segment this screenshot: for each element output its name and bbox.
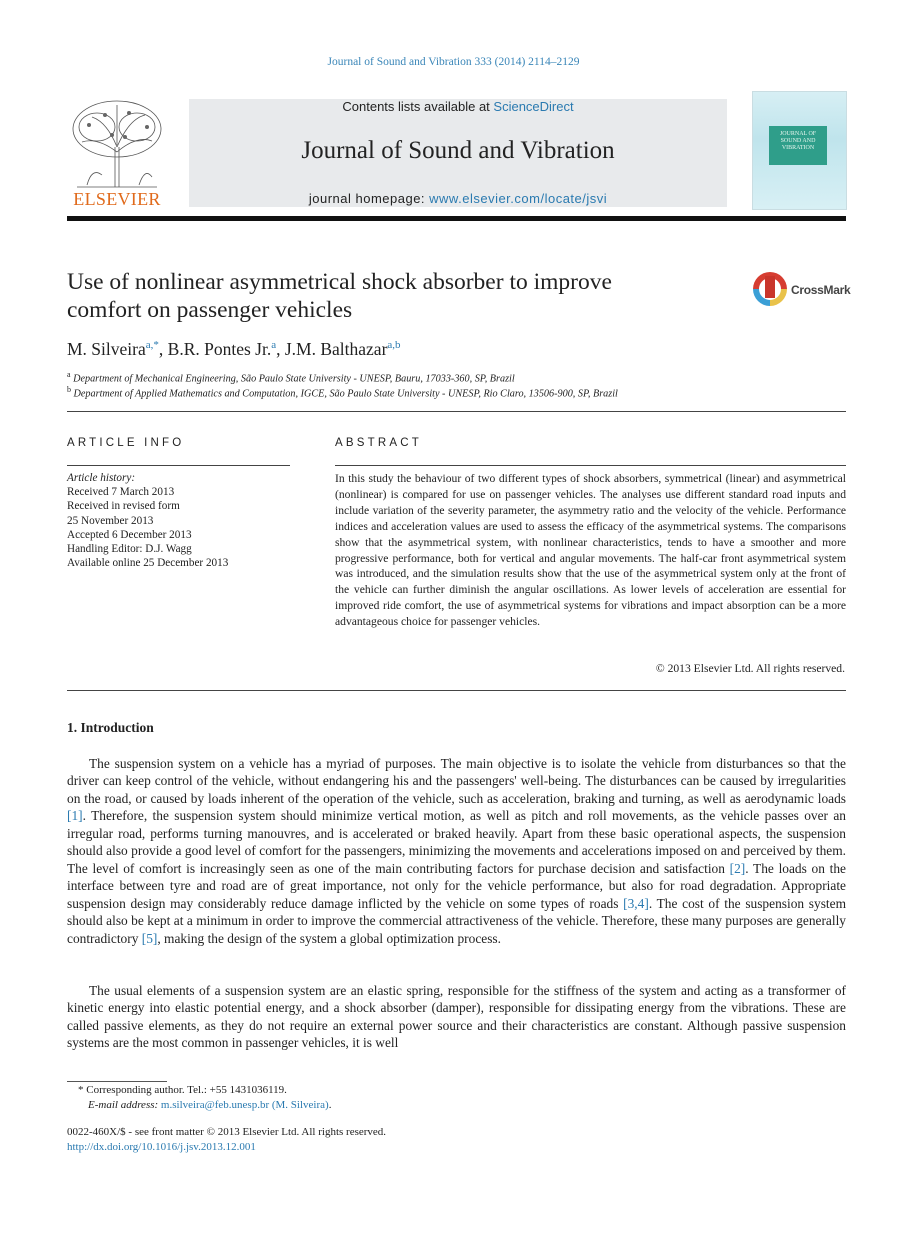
article-info-heading: ARTICLE INFO (67, 437, 185, 449)
journal-citation[interactable]: Journal of Sound and Vibration 333 (2014) 2114–2129 (327, 56, 580, 68)
author-list: M. Silveira$^{a,*}$, B.R. Pontes Jr.$^a$, J.M. Balthazar$^{a,b}$ (67, 339, 401, 359)
email-label: E-mail address: (88, 1099, 161, 1111)
email-note: E-mail address: m.silveira@feb.unesp.br (M. Silveira). (88, 1099, 332, 1111)
contents-line (189, 99, 727, 114)
reference-link[interactable]: [2] (729, 860, 746, 876)
journal-cover-thumbnail (752, 91, 847, 210)
elsevier-logo (67, 97, 167, 210)
homepage-link[interactable]: www.elsevier.com/locate/jsvi (429, 191, 608, 206)
history-line: Handling Editor: D.J. Wagg (67, 543, 192, 556)
contents-prefix: Contents lists available at (342, 99, 494, 114)
author-affiliation-mark[interactable]: a,* (145, 339, 159, 352)
cover-title: JOURNAL OF SOUND AND VIBRATION (769, 126, 827, 165)
doi-link[interactable]: http://dx.doi.org/10.1016/j.jsv.2013.12.001 (67, 1141, 256, 1153)
email-link[interactable]: m.silveira@feb.unesp.br (M. Silveira) (160, 1099, 329, 1111)
issn-line: 0022-460X/$ - see front matter © 2013 Elsevier Ltd. All rights reserved. (67, 1126, 387, 1138)
divider (67, 411, 846, 412)
journal-homepage (189, 191, 727, 206)
author-affiliation-mark[interactable]: a (271, 339, 277, 352)
history-line: Available online 25 December 2013 (67, 557, 229, 570)
crossmark-label: CrossMark (791, 283, 851, 297)
divider (335, 465, 846, 466)
author-name: B.R. Pontes Jr. (167, 339, 272, 359)
history-line: Accepted 6 December 2013 (67, 528, 192, 541)
author-affiliation-mark[interactable]: a,b (387, 339, 401, 352)
title-line-2: comfort on passenger vehicles (67, 297, 353, 323)
history-line: Received in revised form (67, 500, 180, 513)
header-rule (67, 216, 846, 221)
reference-link[interactable]: [3,4] (623, 895, 649, 911)
history-line: Received 7 March 2013 (67, 486, 175, 499)
history-line: 25 November 2013 (67, 514, 154, 527)
title-line-1: Use of nonlinear asymmetrical shock absorber to improve (67, 269, 612, 295)
article-history (67, 471, 292, 570)
crossmark-icon (753, 272, 787, 306)
author-name: J.M. Balthazar (284, 339, 388, 359)
affiliation: $^a$ Department of Mechanical Engineering, São Paulo State University - UNESP, Bauru, 17033-360, SP, Brazil (67, 370, 515, 385)
elsevier-tree-icon (67, 97, 167, 189)
homepage-prefix: journal homepage: (308, 191, 430, 206)
corresponding-author-note: * Corresponding author. Tel.: +55 1431036119. (78, 1084, 287, 1096)
divider (67, 690, 846, 691)
footnote-rule (67, 1081, 167, 1082)
article-title (67, 268, 727, 324)
reference-link[interactable]: [5] (141, 930, 158, 946)
divider (67, 465, 290, 466)
sciencedirect-link[interactable]: ScienceDirect (493, 99, 574, 114)
history-label: Article history: (67, 472, 136, 484)
publisher-name: ELSEVIER (73, 189, 161, 209)
affiliation: $^b$ Department of Applied Mathematics and Computation, IGCE, São Paulo State University - UNESP, Rio Claro, 13506-900, SP, Brazil (67, 385, 618, 400)
intro-paragraph-1: The suspension system on a vehicle has a myriad of purposes. The main objective is to isolate the vehicle from disturbances so that the driver can keep control of the vehicle, without endangering his and the passengers' well-being. The disturbances can be caused by irregularities on the road, or caused by loads inherent of the operation of the vehicle, such as acceleration, braking and turning, as well as aerodynamic loads [1]. Therefore, the suspension system should minimize vertical motion, as well as pitch and roll movements, as the vehicle passes over an irregular road, performs turning manouvres, and is accelerated or braked heavily. Apart from these basic operational aspects, the suspension should also provide a good level of comfort for the passengers, minimizing the movements and accelerations imposed on and perceived by them. The level of comfort is increasingly seen as one of the main contributing factors for purchase decision and satisfaction [2]. The loads on the interface between tyre and road are of great importance, not only for the vehicle performance, but also for road degradation. Appropriate suspension design may considerably reduce damage inflicted by the vehicle on some types of roads [3,4]. The cost of the suspension system should also be kept at a minimum in order to improve the commercial attractiveness of the vehicle. Therefore, these many purposes are generally contradictory [5], making the design of the system a global optimization process. (67, 756, 846, 946)
reference-link[interactable]: [1] (67, 808, 83, 824)
section-heading: 1. Introduction (67, 720, 154, 735)
abstract-heading: ABSTRACT (335, 437, 422, 449)
crossmark-badge[interactable] (753, 272, 853, 308)
journal-name: Journal of Sound and Vibration (301, 137, 615, 164)
intro-paragraph-2: The usual elements of a suspension system are an elastic spring, responsible for the stiffness of the system and acting as a transformer of kinetic energy into elastic potential energy, and a shock absorber (damper), responsible for dissipating energy from the vibrations. These are called passive elements, as they do not require an external power source and their characteristics are constant. Although passive suspension systems are the most common in passenger vehicles, it is well (67, 983, 846, 1051)
abstract-copyright: © 2013 Elsevier Ltd. All rights reserved. (655, 662, 845, 675)
author-name: M. Silveira (67, 339, 146, 359)
abstract-text: In this study the behaviour of two different types of shock absorbers, symmetrical (linear) and asymmetrical (nonlinear) is compared for use on passenger vehicles. The analyses use different standard road inputs and include variation of the severity parameter, the asymmetry ratio and the velocity of the vehicle. Performance indices and acceleration values are used to assess the efficacy of the asymmetrical systems. The comparisons show that the asymmetrical system, with nonlinear characteristics, tends to have a smoother and more progressive performance, both for vertical and angular movements. The half-car front asymmetrical system was introduced, and the simulation results show that the use of the asymmetrical system only at the front of the vehicle can further diminish the angular oscillations. As lower levels of acceleration are essential for improved ride comfort, the use of asymmetrical systems for vibrations and impact absorption can be a more advantageous choice for passenger vehicles. (335, 472, 846, 629)
